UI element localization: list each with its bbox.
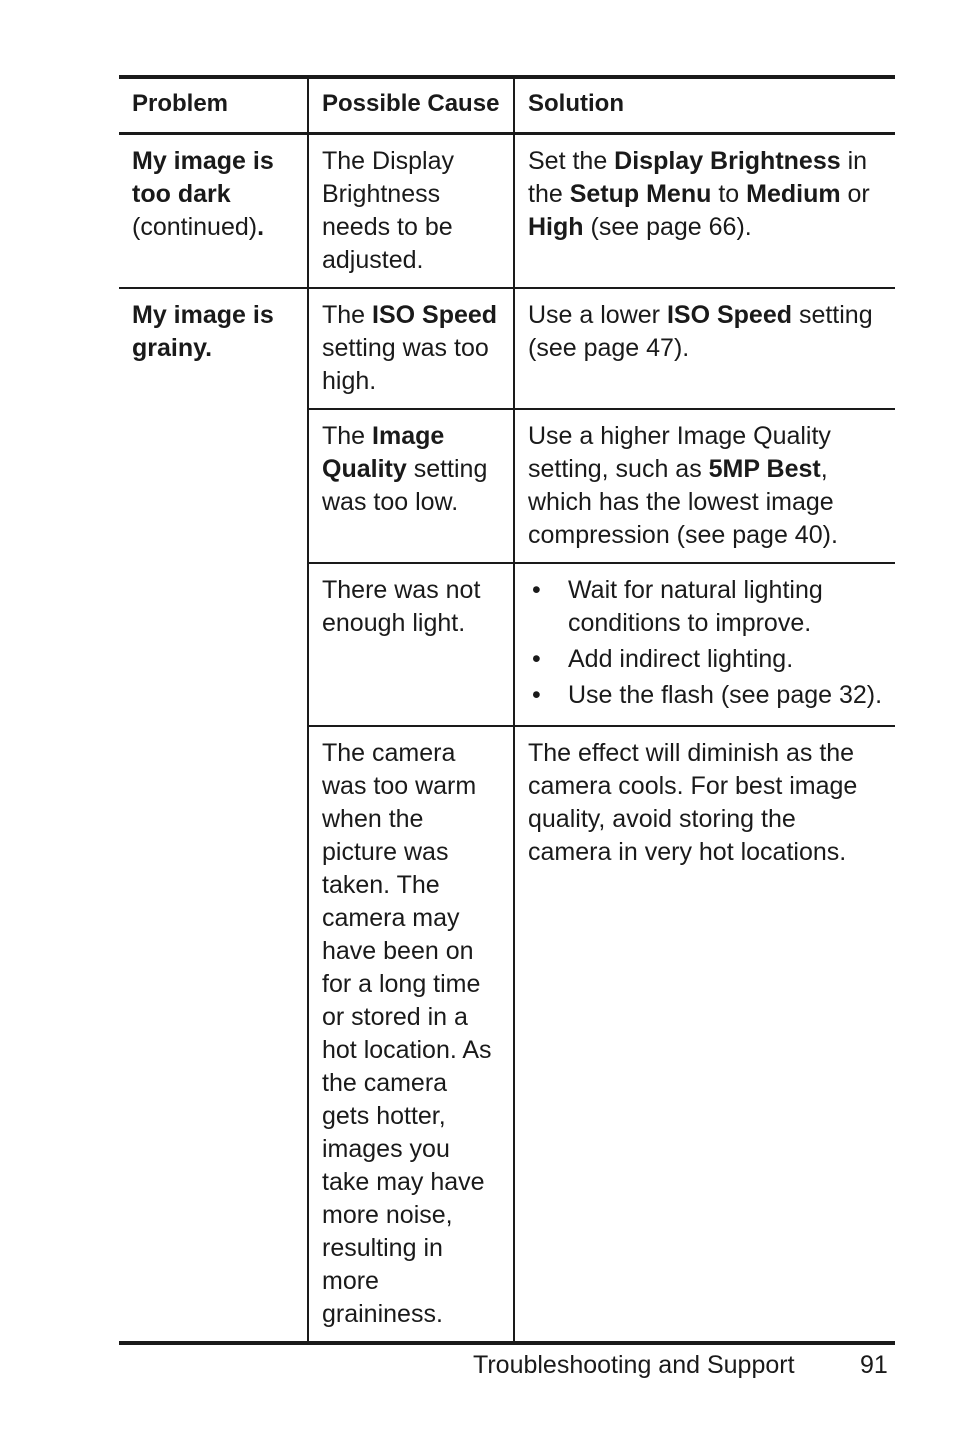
table-row-too-dark	[119, 135, 895, 289]
table-subrow-quality	[307, 408, 895, 562]
solution-lighting-list	[513, 564, 895, 725]
problem-grainy: My image is grainy.	[132, 301, 274, 362]
footer-section-title: Troubleshooting and Support	[473, 1351, 795, 1379]
cause-iso-speed: The ISO Speed setting was too high.	[307, 289, 513, 408]
list-item: • Wait for natural lighting conditions to improve.	[528, 574, 883, 640]
table-subrow-light	[307, 562, 895, 725]
cause-display-brightness: The Display Brightness needs to be adjusted.	[307, 135, 513, 287]
problem-too-dark-title: My image is too dark	[132, 147, 274, 208]
solution-iso-speed: Use a lower ISO Speed setting (see page 47).	[513, 289, 895, 408]
header-solution: Solution	[513, 79, 895, 132]
table-subrow-iso	[307, 289, 895, 408]
table-header-row	[119, 79, 895, 135]
solution-camera-cools: The effect will diminish as the camera cools. For best image quality, avoid storing the camera in very hot locations.	[513, 727, 895, 1341]
table-row-grainy	[119, 289, 895, 1341]
problem-continued: (continued)	[132, 213, 258, 241]
problem-period: .	[257, 213, 265, 241]
cause-camera-too-warm: The camera was too warm when the picture was taken. The camera may have been on for a long time or stored in a hot location. As the camera gets hotter, images you take may have more noise, resulting in more graininess.	[307, 727, 513, 1341]
grainy-causes	[307, 289, 895, 1341]
header-possible-cause: Possible Cause	[307, 79, 513, 132]
header-problem: Problem	[132, 90, 229, 117]
list-item: • Use the flash (see page 32).	[528, 679, 883, 712]
problem-too-dark	[119, 135, 307, 287]
solution-image-quality: Use a higher Image Quality setting, such as 5MP Best, which has the lowest image compression (see page 40).	[513, 410, 895, 562]
table-subrow-warm	[307, 725, 895, 1341]
cause-image-quality: The Image Quality setting was too low.	[307, 410, 513, 562]
page-number: 91	[860, 1351, 888, 1379]
list-item: • Add indirect lighting.	[528, 643, 883, 676]
troubleshooting-table	[119, 75, 895, 1345]
cause-not-enough-light: There was not enough light.	[307, 564, 513, 725]
solution-display-brightness: Set the Display Brightness in the Setup Menu to Medium or High (see page 66).	[513, 135, 895, 287]
